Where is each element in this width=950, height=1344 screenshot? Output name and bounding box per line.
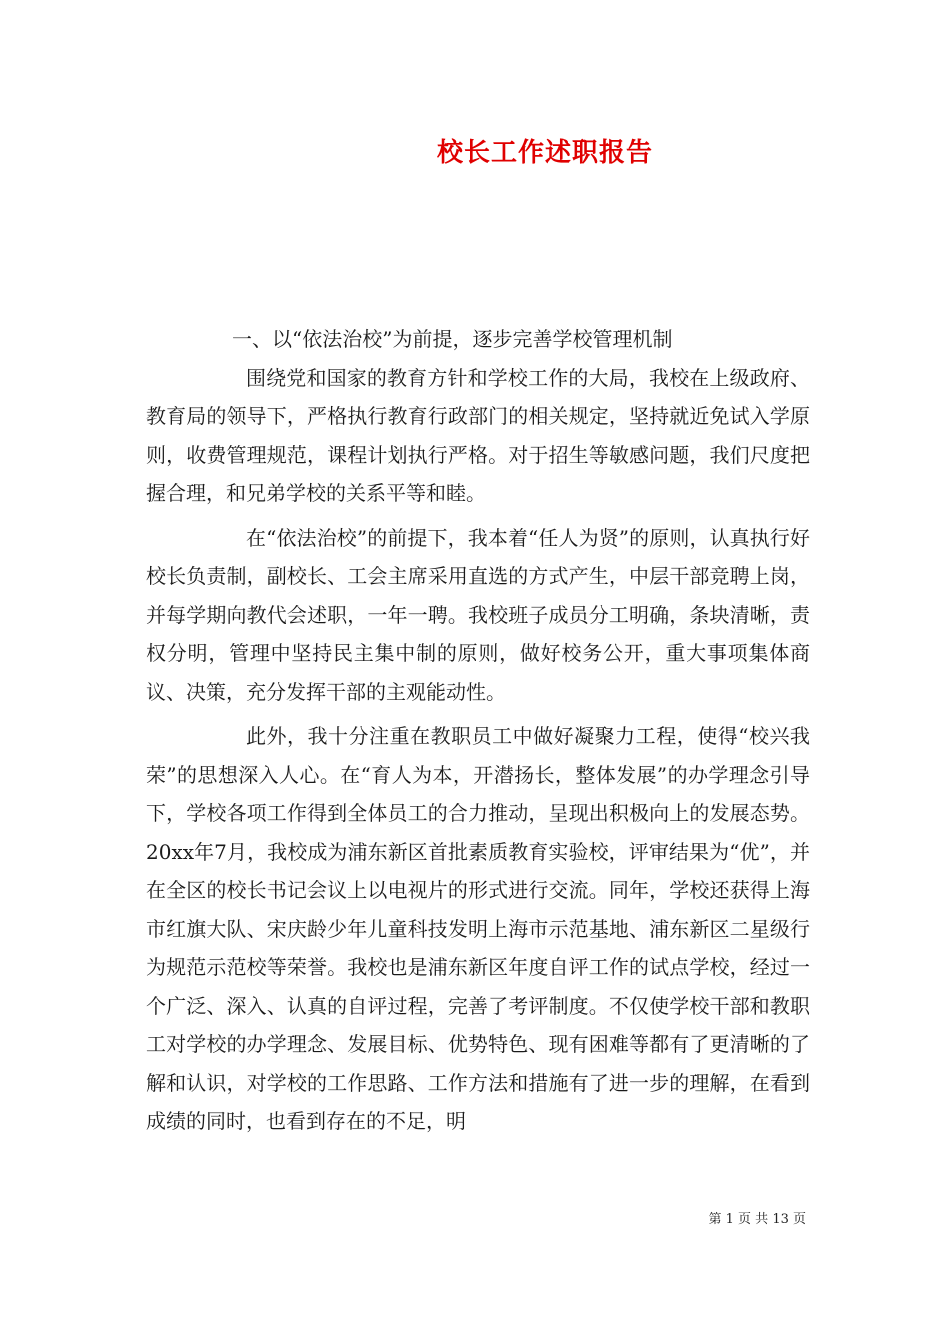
document-body — [146, 320, 810, 1141]
document-title: 校长工作述职报告 — [436, 138, 653, 168]
body-paragraph-2: 在“依法治校”的前提下，我本着“任人为贤”的原则，认真执行好校长负责制，副校长、工会主席采用直选的方式产生，中层干部竞聘上岗，并每学期向教代会述职，一年一聘。我校班子成员分工明确，条块清晰，责权分明，管理中坚持民主集中制的原则，做好校务公开，重大事项集体商议、决策，充分发挥干部的主观能动性。 — [146, 525, 810, 704]
body-paragraph-1: 围绕党和国家的教育方针和学校工作的大局，我校在上级政府、教育局的领导下，严格执行教育行政部门的相关规定，坚持就近免试入学原则，收费管理规范，课程计划执行严格。对于招生等敏感问题，我们尺度把握合理，和兄弟学校的关系平等和睦。 — [146, 365, 810, 505]
section-heading: 一、以“依法治校”为前提，逐步完善学校管理机制 — [232, 327, 673, 351]
page-number-footer: 第 1 页 共 13 页 — [708, 1212, 806, 1227]
body-paragraph-3: 此外，我十分注重在教职员工中做好凝聚力工程，使得“校兴我荣”的思想深入人心。在“育人为本，开潜扬长，整体发展”的办学理念引导下，学校各项工作得到全体员工的合力推动，呈现出积极向上的发展态势。20xx年7月，我校成为浦东新区首批素质教育实验校，评审结果为“优”，并在全区的校长书记会议上以电视片的形式进行交流。同年，学校还获得上海市红旗大队、宋庆龄少年儿童科技发明上海市示范基地、浦东新区二星级行为规范示范校等荣誉。我校也是浦东新区年度自评工作的试点学校，经过一个广泛、深入、认真的自评过程，完善了考评制度。不仅使学校干部和教职工对学校的办学理念、发展目标、优势特色、现有困难等都有了更清晰的了解和认识，对学校的工作思路、工作方法和措施有了进一步的理解，在看到成绩的同时，也看到存在的不足，明 — [146, 724, 810, 1133]
